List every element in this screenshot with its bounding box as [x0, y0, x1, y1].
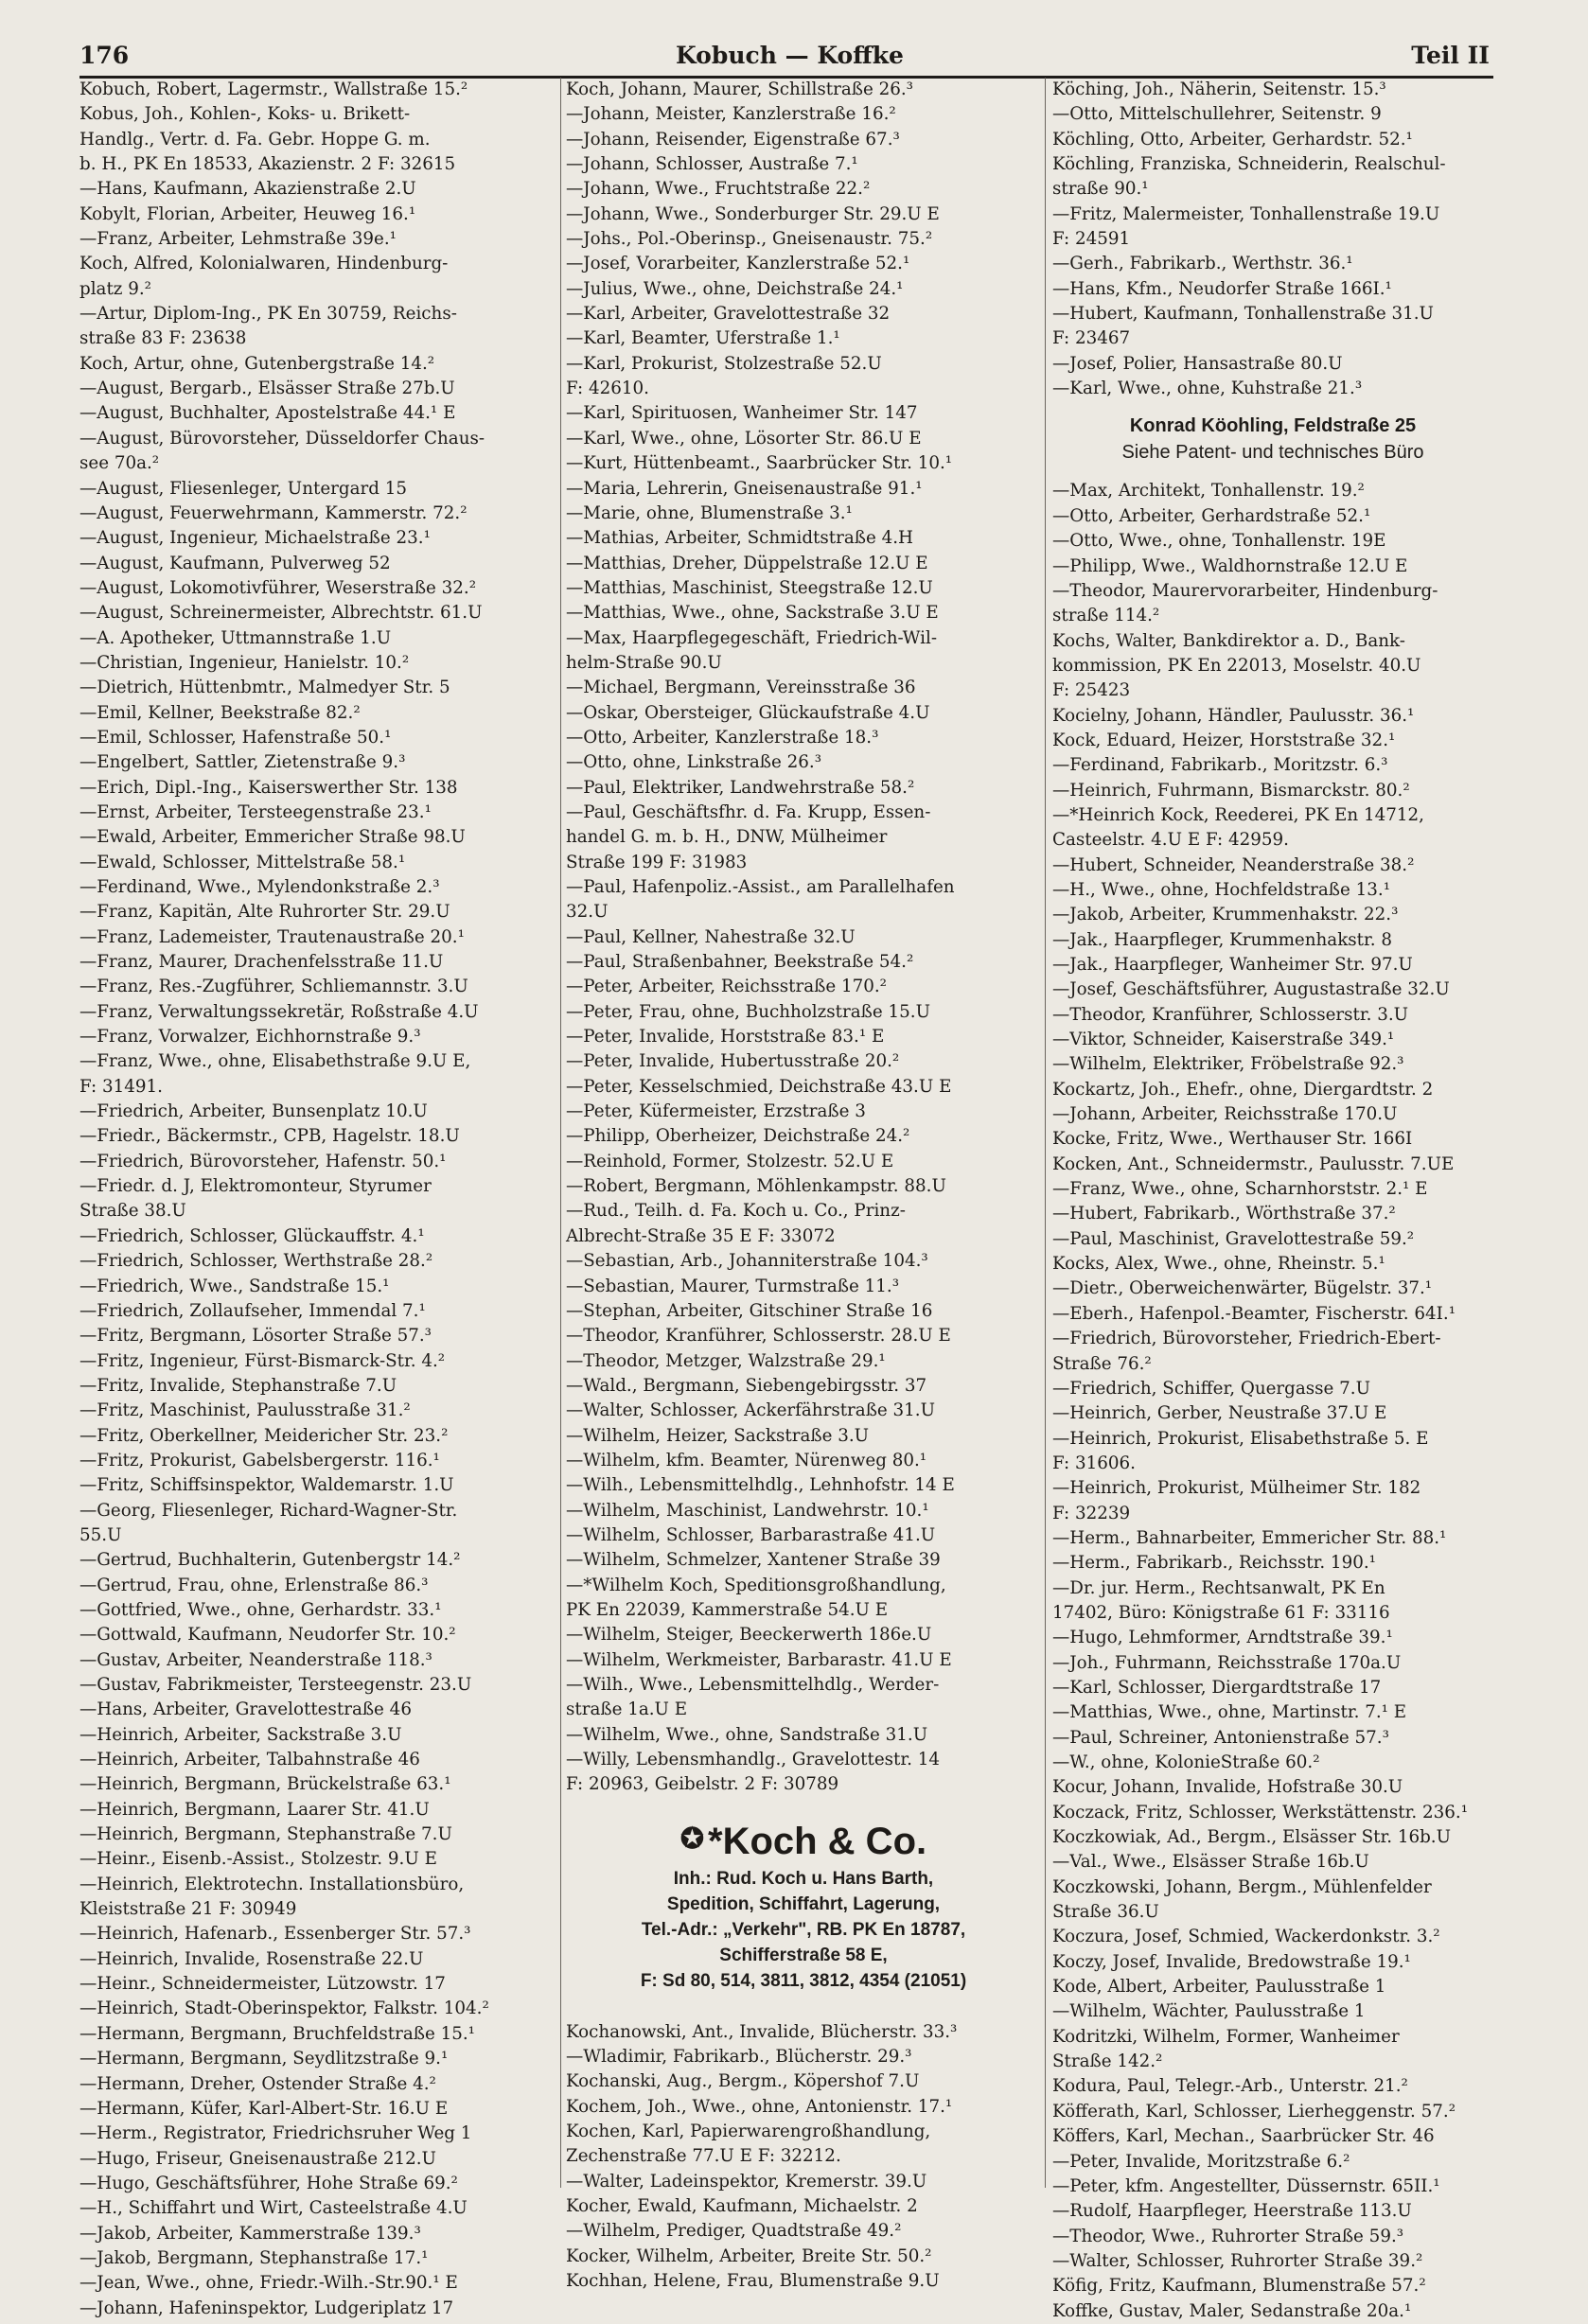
directory-entry: —Hubert, Schneider, Neanderstraße 38.²	[1052, 854, 1415, 875]
directory-entry: —Ernst, Arbeiter, Tersteegenstraße 23.¹	[79, 801, 432, 822]
page-header	[79, 34, 1493, 79]
directory-entry: —Wilhelm, Schmelzer, Xantener Straße 39	[566, 1550, 941, 1571]
directory-entry: —Franz, Vorwalzer, Eichhornstraße 9.³	[79, 1027, 421, 1048]
directory-entry: —*Wilhelm Koch, Speditionsgroßhandlung,	[566, 1575, 946, 1595]
directory-entry: —Theodor, Kranführer, Schlosserstr. 28.U E	[566, 1326, 951, 1347]
directory-entry: helm-Straße 90.U	[566, 652, 722, 673]
directory-entry: —Fritz, Schiffsinspektor, Waldemarstr. 1.U	[79, 1475, 454, 1496]
directory-entry: —Franz, Maurer, Drachenfelsstraße 11.U	[79, 952, 444, 973]
directory-entry: —Heinrich, Bergmann, Stephanstraße 7.U	[79, 1824, 452, 1845]
directory-entry: Straße 76.²	[1052, 1353, 1152, 1374]
emblem-icon: ✪	[679, 1822, 704, 1855]
directory-entry: —Paul, Maschinist, Gravelottestraße 59.²	[1052, 1228, 1415, 1249]
directory-entry: —Theodor, Wwe., Ruhrorter Straße 59.³	[1052, 2226, 1404, 2246]
directory-entry: F: 20963, Geibelstr. 2 F: 30789	[566, 1774, 839, 1795]
entry-list	[79, 78, 558, 2321]
directory-entry: —Jakob, Arbeiter, Kammerstraße 139.³	[79, 2223, 421, 2244]
directory-entry: Kochem, Joh., Wwe., ohne, Antonienstr. 17.¹	[566, 2096, 953, 2117]
directory-entry: 32.U	[566, 902, 609, 923]
directory-entry: Koczkowski, Johann, Bergm., Mühlenfelder	[1052, 1876, 1432, 1897]
directory-entry: Kodritzki, Wilhelm, Former, Wanheimer	[1052, 2026, 1400, 2047]
directory-entry: straße 83 F: 23638	[79, 328, 247, 349]
directory-entry: —Wilh., Lebensmittelhdlg., Lehnhofstr. 14 E	[566, 1475, 955, 1496]
directory-entry: —Emil, Kellner, Beekstraße 82.²	[79, 702, 361, 723]
directory-entry: —Christian, Ingenieur, Hanielstr. 10.²	[79, 652, 410, 673]
directory-entry: —Karl, Wwe., ohne, Kuhstraße 21.³	[1052, 379, 1363, 399]
directory-entry: —Karl, Beamter, Uferstraße 1.¹	[566, 328, 840, 349]
directory-entry: Kocken, Ant., Schneidermstr., Paulusstr. 7.UE	[1052, 1153, 1455, 1174]
directory-entry: —Heinrich, Fuhrmann, Bismarckstr. 80.²	[1052, 780, 1410, 801]
directory-entry: —Heinrich, Invalide, Rosenstraße 22.U	[79, 1948, 424, 1969]
directory-entry: —Johs., Pol.-Oberinsp., Gneisenaustr. 75.²	[566, 229, 933, 250]
directory-entry: —August, Buchhalter, Apostelstraße 44.¹ E	[79, 403, 456, 424]
directory-entry: —Herm., Fabrikarb., Reichsstr. 190.¹	[1052, 1553, 1376, 1574]
directory-entry: —Theodor, Metzger, Walzstraße 29.¹	[566, 1350, 886, 1371]
directory-entry: Koczkowiak, Ad., Bergm., Elsässer Str. 16b.U	[1052, 1827, 1452, 1848]
directory-entry: —Wladimir, Fabrikarb., Blücherstr. 29.³	[566, 2047, 912, 2068]
directory-entry: —Heinrich, Arbeiter, Talbahnstraße 46	[79, 1750, 420, 1770]
directory-entry: —Peter, Invalide, Moritzstraße 6.²	[1052, 2151, 1350, 2172]
directory-entry: Kochanowski, Ant., Invalide, Blücherstr. 33.³	[566, 2021, 958, 2042]
directory-entry: —Josef, Geschäftsführer, Augustastraße 32.U	[1052, 979, 1450, 1000]
directory-entry: —Hubert, Fabrikarb., Wörthstraße 37.²	[1052, 1204, 1396, 1224]
directory-entry: —Hugo, Friseur, Gneisenaustraße 212.U	[79, 2148, 436, 2169]
directory-entry: Straße 38.U	[79, 1201, 186, 1222]
directory-entry: —Max, Architekt, Tonhallenstr. 19.²	[1052, 481, 1365, 502]
directory-entry: —Wilhelm, Schlosser, Barbarastraße 41.U	[566, 1524, 936, 1545]
directory-entry: Straße 142.²	[1052, 2051, 1163, 2072]
directory-entry: —Wilh., Wwe., Lebensmittelhdlg., Werder-	[566, 1675, 940, 1695]
directory-entry: —Julius, Wwe., ohne, Deichstraße 24.¹	[566, 278, 904, 299]
directory-entry: —Eberh., Hafenpol.-Beamter, Fischerstr. 64I.¹	[1052, 1303, 1456, 1324]
directory-entry: straße 114.²	[1052, 606, 1160, 626]
ad-firm-name: ✪ *Koch & Co.	[679, 1820, 927, 1862]
directory-entry: —H., Schiffahrt und Wirt, Casteelstraße 4.U	[79, 2198, 468, 2219]
directory-entry: —Wilhelm, Heizer, Sackstraße 3.U	[566, 1425, 870, 1446]
directory-entry: —Ferdinand, Fabrikarb., Moritzstr. 6.³	[1052, 755, 1388, 776]
ad-name: Konrad Köohling, Feldstraße 25	[1129, 415, 1417, 437]
directory-entry: —August, Kaufmann, Pulverweg 52	[79, 553, 391, 573]
directory-entry: —Jean, Wwe., ohne, Friedr.-Wilh.-Str.90.¹ E	[79, 2273, 458, 2294]
directory-entry: straße 1a.U E	[566, 1699, 688, 1720]
directory-entry: —Heinrich, Bergmann, Brückelstraße 63.¹	[79, 1774, 451, 1795]
directory-entry: —Joh., Fuhrmann, Reichsstraße 170a.U	[1052, 1652, 1402, 1673]
directory-entry: —August, Bergarb., Elsässer Straße 27b.U	[79, 379, 455, 399]
directory-entry: Kocher, Ewald, Kaufmann, Michaelstr. 2	[566, 2196, 918, 2217]
directory-entry: Koch, Johann, Maurer, Schillstraße 26.³	[566, 79, 913, 99]
directory-entry: Kobus, Joh., Kohlen-, Koks- u. Brikett-	[79, 104, 411, 125]
directory-entry: —Fritz, Prokurist, Gabelsbergerstr. 116.¹	[79, 1450, 440, 1470]
directory-entry: —Hermann, Küfer, Karl-Albert-Str. 16.U E	[79, 2098, 449, 2119]
directory-entry: —Gerh., Fabrikarb., Werthstr. 36.¹	[1052, 254, 1353, 274]
directory-entry: —Friedrich, Schlosser, Werthstraße 28.²	[79, 1251, 433, 1272]
directory-entry: —Friedrich, Bürovorsteher, Hafenstr. 50.¹	[79, 1151, 447, 1171]
part-label: Teil II	[1411, 42, 1490, 69]
directory-entry: —Johann, Meister, Kanzlerstraße 16.²	[566, 104, 896, 125]
directory-entry: —Ewald, Schlosser, Mittelstraße 58.¹	[79, 852, 406, 872]
directory-entry: Handlg., Vertr. d. Fa. Gebr. Hoppe G. m.	[79, 129, 431, 150]
directory-entry: —Max, Haarpflegegeschäft, Friedrich-Wil-	[566, 627, 938, 648]
directory-entry: Kobylt, Florian, Arbeiter, Heuweg 16.¹	[79, 203, 416, 224]
directory-entry: —Herm., Bahnarbeiter, Emmericher Str. 88.¹	[1052, 1527, 1447, 1548]
directory-entry: —Hermann, Bergmann, Bruchfeldstraße 15.¹	[79, 2023, 475, 2044]
directory-entry: —Reinhold, Former, Stolzestr. 52.U E	[566, 1151, 894, 1171]
directory-entry: F: 31491.	[79, 1076, 163, 1097]
directory-entry: —Rud., Teilh. d. Fa. Koch u. Co., Prinz-	[566, 1201, 906, 1222]
directory-entry: —Matthias, Wwe., ohne, Martinstr. 7.¹ E	[1052, 1702, 1407, 1723]
directory-entry: —Viktor, Schneider, Kaiserstraße 349.¹	[1052, 1030, 1395, 1050]
directory-entry: Zechenstraße 77.U E F: 32212.	[566, 2146, 841, 2167]
directory-entry: —Friedr., Bäckermstr., CPB, Hagelstr. 18.U	[79, 1126, 460, 1147]
directory-entry: —Jakob, Arbeiter, Krummenhakstr. 22.³	[1052, 905, 1399, 925]
directory-entry: —Hermann, Dreher, Ostender Straße 4.²	[79, 2073, 436, 2094]
directory-entry: —August, Lokomotivführer, Weserstraße 32.²	[79, 577, 477, 598]
directory-entry: —Paul, Geschäftsfhr. d. Fa. Krupp, Essen-	[566, 801, 931, 822]
directory-entry: —Friedrich, Zollaufseher, Immendal 7.¹	[79, 1300, 426, 1321]
page-number: 176	[79, 42, 130, 69]
directory-entry: F: 23467	[1052, 328, 1131, 349]
directory-entry: —Peter, Küfermeister, Erzstraße 3	[566, 1101, 866, 1122]
directory-entry: —Gertrud, Frau, ohne, Erlenstraße 86.³	[79, 1575, 429, 1595]
directory-entry: —Johann, Hafeninspektor, Ludgeriplatz 17	[79, 2298, 454, 2318]
directory-entry: —Mathias, Arbeiter, Schmidtstraße 4.H	[566, 528, 913, 549]
directory-entry: Casteelstr. 4.U E F: 42959.	[1052, 830, 1289, 851]
directory-entry: —Paul, Elektriker, Landwehrstraße 58.²	[566, 777, 915, 798]
directory-entry: —Wilhelm, Werkmeister, Barbarastr. 41.U E	[566, 1649, 952, 1670]
directory-entry: —Walter, Schlosser, Ackerfährstraße 31.U	[566, 1400, 936, 1421]
directory-entry: —Engelbert, Sattler, Zietenstraße 9.³	[79, 752, 406, 773]
directory-entry: Koffke, Gustav, Maler, Sedanstraße 20a.¹	[1052, 2300, 1412, 2321]
directory-entry: —Heinrich, Hafenarb., Essenberger Str. 57.³	[79, 1924, 471, 1945]
directory-entry: Kocur, Johann, Invalide, Hofstraße 30.U	[1052, 1777, 1403, 1798]
directory-entry: —Josef, Vorarbeiter, Kanzlerstraße 52.¹	[566, 254, 910, 274]
directory-entry: —Karl, Schlosser, Diergardtstraße 17	[1052, 1677, 1382, 1698]
directory-entry: —Fritz, Oberkellner, Meidericher Str. 23.²	[79, 1425, 449, 1446]
directory-entry: Kochen, Karl, Papierwarengroßhandlung,	[566, 2122, 931, 2142]
directory-entry: Köchling, Franziska, Schneiderin, Realschul-	[1052, 154, 1446, 175]
directory-entry: —Gustav, Arbeiter, Neanderstraße 118.³	[79, 1649, 432, 1670]
directory-entry: —Karl, Prokurist, Stolzestraße 52.U	[566, 353, 882, 374]
directory-entry: —Heinrich, Elektrotechn. Installationsbüro,	[79, 1874, 465, 1894]
column-1	[79, 78, 558, 2318]
directory-entry: —Heinrich, Arbeiter, Sackstraße 3.U	[79, 1724, 402, 1745]
directory-entry: —Wilhelm, Wächter, Paulusstraße 1	[1052, 2001, 1366, 2022]
directory-entry: —Philipp, Wwe., Waldhornstraße 12.U E	[1052, 555, 1408, 576]
directory-entry: —Rudolf, Haarpfleger, Heerstraße 113.U	[1052, 2201, 1412, 2222]
directory-entry: —Herm., Registrator, Friedrichsruher Weg 1	[79, 2123, 472, 2144]
directory-entry: —Otto, Arbeiter, Gerhardstraße 52.¹	[1052, 505, 1371, 526]
directory-entry: —Jak., Haarpfleger, Wanheimer Str. 97.U	[1052, 955, 1413, 975]
directory-entry: —August, Fliesenleger, Untergard 15	[79, 478, 407, 499]
directory-entry: —Fritz, Maschinist, Paulusstraße 31.²	[79, 1400, 411, 1421]
directory-entry: —Johann, Wwe., Fruchtstraße 22.²	[566, 179, 871, 200]
directory-entry: Koczack, Fritz, Schlosser, Werkstättenstr. 236.¹	[1052, 1802, 1469, 1822]
directory-entry: —Peter, Invalide, Hubertusstraße 20.²	[566, 1051, 900, 1072]
directory-entry: F: 42610.	[566, 379, 649, 399]
directory-entry: —Theodor, Kranführer, Schlosserstr. 3.U	[1052, 1004, 1409, 1025]
directory-entry: Straße 36.U	[1052, 1902, 1159, 1923]
directory-entry: Kocke, Fritz, Wwe., Werthauser Str. 166I	[1052, 1129, 1413, 1150]
directory-entry: Koch, Artur, ohne, Gutenbergstraße 14.²	[79, 353, 435, 374]
directory-entry: —Sebastian, Arb., Johanniterstraße 104.³	[566, 1251, 928, 1272]
koehling-advertisement	[1052, 405, 1493, 475]
directory-entry: Kleiststraße 21 F: 30949	[79, 1899, 297, 1920]
directory-entry: —Otto, ohne, Linkstraße 26.³	[566, 752, 822, 773]
directory-entry: —Kurt, Hüttenbeamt., Saarbrücker Str. 10.¹	[566, 453, 953, 474]
directory-entry: —Franz, Res.-Zugführer, Schliemannstr. 3.U	[79, 977, 468, 997]
koch-co-advertisement	[566, 1804, 1041, 2009]
directory-entry: —Fritz, Bergmann, Lösorter Straße 57.³	[79, 1326, 432, 1347]
directory-entry: Köching, Joh., Näherin, Seitenstr. 15.³	[1052, 79, 1386, 99]
entry-list	[566, 78, 1041, 1798]
directory-entry: —Matthias, Wwe., ohne, Sackstraße 3.U E	[566, 603, 939, 624]
directory-entry: Köffers, Karl, Mechan., Saarbrücker Str. 46	[1052, 2126, 1435, 2147]
directory-entry: —Peter, Frau, ohne, Buchholzstraße 15.U	[566, 1001, 930, 1022]
directory-entry: —August, Schreinermeister, Albrechtstr. 61.U	[79, 603, 483, 624]
directory-entry: —Josef, Polier, Hansastraße 80.U	[1052, 353, 1343, 374]
directory-entry: —August, Feuerwehrmann, Kammerstr. 72.²	[79, 502, 468, 523]
directory-entry: —Johann, Wwe., Sonderburger Str. 29.U E	[566, 203, 940, 224]
directory-entry: —Artur, Diplom-Ing., PK En 30759, Reichs-	[79, 304, 457, 325]
directory-entry: Albrecht-Straße 35 E F: 33072	[566, 1225, 836, 1246]
directory-entry: —Stephan, Arbeiter, Gitschiner Straße 16	[566, 1300, 933, 1321]
directory-entry: —Hugo, Lehmformer, Arndtstraße 39.¹	[1052, 1628, 1393, 1648]
directory-entry: —Friedrich, Schlosser, Glückauffstr. 4.¹	[79, 1225, 425, 1246]
directory-entry: —Philipp, Oberheizer, Deichstraße 24.²	[566, 1126, 910, 1147]
directory-entry: —Matthias, Dreher, Düppelstraße 12.U E	[566, 553, 928, 573]
directory-entry: —Franz, Arbeiter, Lehmstraße 39e.¹	[79, 229, 397, 250]
column-divider	[1045, 78, 1046, 2188]
directory-entry: Köfig, Fritz, Kaufmann, Blumenstraße 57.²	[1052, 2276, 1426, 2297]
directory-entry: —Wilhelm, Steiger, Beeckerwerth 186e.U	[566, 1625, 932, 1646]
directory-entry: —Gottwald, Kaufmann, Neudorfer Str. 10.²	[79, 1625, 456, 1646]
directory-entry: —Otto, Mittelschullehrer, Seitenstr. 9	[1052, 104, 1382, 125]
directory-entry: —H., Wwe., ohne, Hochfeldstraße 13.¹	[1052, 879, 1391, 900]
directory-entry: —Heinr., Eisenb.-Assist., Stolzestr. 9.U E	[79, 1849, 437, 1870]
directory-entry: —Hans, Kaufmann, Akazienstraße 2.U	[79, 179, 416, 200]
directory-entry: Koczura, Josef, Schmied, Wackerdonkstr. 3.²	[1052, 1927, 1440, 1947]
directory-entry: —Peter, kfm. Angestellter, Düssernstr. 65II.¹	[1052, 2175, 1440, 2196]
directory-entry: Kochs, Walter, Bankdirektor a. D., Bank-	[1052, 630, 1405, 651]
directory-entry: —Wilhelm, Maschinist, Landwehrstr. 10.¹	[566, 1500, 929, 1521]
column-2	[566, 78, 1041, 2292]
directory-entry: —Heinrich, Prokurist, Mülheimer Str. 182	[1052, 1478, 1421, 1499]
directory-entry: —Emil, Schlosser, Hafenstraße 50.¹	[79, 727, 392, 748]
directory-entry: —Wilhelm, Prediger, Quadtstraße 49.²	[566, 2221, 902, 2242]
directory-entry: —Heinrich, Gerber, Neustraße 37.U E	[1052, 1403, 1387, 1424]
directory-entry: —Franz, Lademeister, Trautenaustraße 20.¹	[79, 926, 465, 947]
ad-line: Schifferstraße 58 E,	[719, 1945, 888, 1965]
directory-entry: —Franz, Verwaltungssekretär, Roßstraße 4.U	[79, 1001, 479, 1022]
directory-entry: —Michael, Bergmann, Vereinsstraße 36	[566, 678, 916, 698]
directory-entry: F: 31606.	[1052, 1452, 1136, 1473]
directory-entry: —Jakob, Bergmann, Stephanstraße 17.¹	[79, 2247, 429, 2268]
directory-entry: —Walter, Schlosser, Ruhrorter Straße 39.²	[1052, 2250, 1423, 2271]
directory-entry: —Peter, Invalide, Horststraße 83.¹ E	[566, 1027, 885, 1048]
ad-line: Spedition, Schiffahrt, Lagerung,	[666, 1893, 941, 1914]
directory-entry: —Franz, Wwe., ohne, Elisabethstraße 9.U E,	[79, 1051, 471, 1072]
column-divider	[560, 78, 561, 2188]
directory-entry: —Fritz, Invalide, Stephanstraße 7.U	[79, 1375, 397, 1396]
directory-entry: —A. Apotheker, Uttmannstraße 1.U	[79, 627, 392, 648]
directory-entry: Koczy, Josef, Invalide, Bredowstraße 19.¹	[1052, 1951, 1411, 1972]
directory-entry: —Gottfried, Wwe., ohne, Gerhardstr. 33.¹	[79, 1599, 442, 1620]
directory-entry: —Georg, Fliesenleger, Richard-Wagner-Str.	[79, 1500, 458, 1521]
directory-entry: —Peter, Arbeiter, Reichsstraße 170.²	[566, 977, 887, 997]
directory-entry: b. H., PK En 18533, Akazienstr. 2 F: 32615	[79, 154, 456, 175]
directory-entry: —Oskar, Obersteiger, Glückaufstraße 4.U	[566, 702, 930, 723]
directory-entry: —Friedr. d. J, Elektromonteur, Styrumer	[79, 1176, 432, 1197]
directory-entry: —Hugo, Geschäftsführer, Hohe Straße 69.²	[79, 2173, 458, 2193]
directory-entry: Koch, Alfred, Kolonialwaren, Hindenburg-	[79, 254, 449, 274]
directory-entry: —Friedrich, Schiffer, Quergasse 7.U	[1052, 1378, 1370, 1399]
directory-entry: —Matthias, Maschinist, Steegstraße 12.U	[566, 577, 933, 598]
ad-line: Tel.-Adr.: „Verkehr", RB. PK En 18787,	[641, 1919, 966, 1940]
directory-entry: —Karl, Wwe., ohne, Lösorter Str. 86.U E	[566, 428, 922, 449]
directory-entry: 17402, Büro: Königstraße 61 F: 33116	[1052, 1602, 1390, 1623]
directory-entry: Kocks, Alex, Wwe., ohne, Rheinstr. 5.¹	[1052, 1254, 1385, 1275]
directory-entry: —Hermann, Bergmann, Seydlitzstraße 9.¹	[79, 2049, 449, 2069]
ad-line: F: Sd 80, 514, 3811, 3812, 4354 (21051)	[640, 1970, 967, 1991]
directory-entry: —Peter, Kesselschmied, Deichstraße 43.U E	[566, 1076, 952, 1097]
directory-entry: —Johann, Arbeiter, Reichsstraße 170.U	[1052, 1104, 1398, 1125]
directory-entry: —W., ohne, KolonieStraße 60.²	[1052, 1752, 1320, 1772]
directory-entry: —Wald., Bergmann, Siebengebirgsstr. 37	[566, 1375, 927, 1396]
directory-entry: —Ferdinand, Wwe., Mylendonkstraße 2.³	[79, 877, 440, 897]
directory-entry: straße 90.¹	[1052, 179, 1149, 200]
directory-entry: —Robert, Bergmann, Möhlenkampstr. 88.U	[566, 1176, 946, 1197]
directory-entry: Straße 199 F: 31983	[566, 852, 748, 872]
directory-entry: Kode, Albert, Arbeiter, Paulusstraße 1	[1052, 1977, 1386, 1998]
column-3	[1052, 78, 1493, 2321]
directory-entry: —Hans, Kfm., Neudorfer Straße 166I.¹	[1052, 278, 1392, 299]
directory-entry: Köchling, Otto, Arbeiter, Gerhardstr. 52.¹	[1052, 129, 1413, 150]
directory-entry: —Dietrich, Hüttenbmtr., Malmedyer Str. 5	[79, 678, 450, 698]
directory-entry: —Fritz, Ingenieur, Fürst-Bismarck-Str. 4.²	[79, 1350, 446, 1371]
directory-entry: kommission, PK En 22013, Moselstr. 40.U	[1052, 655, 1421, 676]
directory-entry: platz 9.²	[79, 278, 152, 299]
directory-entry: —Paul, Hafenpoliz.-Assist., am Parallelhafen	[566, 877, 955, 897]
directory-entry: —Paul, Kellner, Nahestraße 32.U	[566, 926, 856, 947]
directory-entry: —Friedrich, Wwe., Sandstraße 15.¹	[79, 1276, 390, 1296]
directory-entry: —Karl, Arbeiter, Gravelottestraße 32	[566, 304, 891, 325]
directory-entry: —Fritz, Malermeister, Tonhallenstraße 19.U	[1052, 203, 1440, 224]
directory-entry: —Heinrich, Stadt-Oberinspektor, Falkstr. 104.²	[79, 1998, 489, 2019]
directory-entry: —Maria, Lehrerin, Gneisenaustraße 91.¹	[566, 478, 923, 499]
directory-entry: Kockartz, Joh., Ehefr., ohne, Diergardtstr. 2	[1052, 1079, 1434, 1100]
directory-entry: —Franz, Kapitän, Alte Ruhrorter Str. 29.U	[79, 902, 450, 923]
directory-entry: —Ewald, Arbeiter, Emmericher Straße 98.U	[79, 827, 466, 848]
directory-entry: Köfferath, Karl, Schlosser, Lierheggenstr. 57.²	[1052, 2101, 1456, 2122]
directory-entry: —Johann, Schlosser, Austraße 7.¹	[566, 154, 858, 175]
directory-entry: —Wilhelm, kfm. Beamter, Nürenweg 80.¹	[566, 1450, 927, 1470]
directory-entry: —Johann, Reisender, Eigenstraße 67.³	[566, 129, 900, 150]
directory-entry: —Paul, Straßenbahner, Beekstraße 54.²	[566, 952, 914, 973]
directory-entry: F: 32239	[1052, 1503, 1131, 1523]
directory-entry: —August, Ingenieur, Michaelstraße 23.¹	[79, 528, 431, 549]
directory-entry: —Dr. jur. Herm., Rechtsanwalt, PK En	[1052, 1577, 1385, 1598]
directory-entry: —Wilhelm, Wwe., ohne, Sandstraße 31.U	[566, 1724, 928, 1745]
directory-entry: Kock, Eduard, Heizer, Horststraße 32.¹	[1052, 730, 1396, 750]
directory-entry: —Friedrich, Arbeiter, Bunsenplatz 10.U	[79, 1101, 428, 1122]
directory-entry: —Wilhelm, Elektriker, Fröbelstraße 92.³	[1052, 1054, 1404, 1075]
directory-entry: handel G. m. b. H., DNW, Mülheimer	[566, 827, 888, 848]
entry-list	[1052, 78, 1493, 401]
directory-entry: PK En 22039, Kammerstraße 54.U E	[566, 1599, 889, 1620]
directory-entry: —Hubert, Kaufmann, Tonhallenstraße 31.U	[1052, 304, 1434, 325]
directory-entry: —August, Bürovorsteher, Düsseldorfer Chaus-	[79, 428, 485, 449]
directory-entry: —Heinrich, Bergmann, Laarer Str. 41.U	[79, 1799, 430, 1820]
directory-entry: —Karl, Spirituosen, Wanheimer Str. 147	[566, 403, 918, 424]
directory-entry: —Val., Wwe., Elsässer Straße 16b.U	[1052, 1852, 1369, 1873]
directory-entry: —Jak., Haarpfleger, Krummenhakstr. 8	[1052, 929, 1392, 950]
directory-entry: —Hans, Arbeiter, Gravelottestraße 46	[79, 1699, 412, 1720]
directory-entry: Kocker, Wilhelm, Arbeiter, Breite Str. 50.²	[566, 2245, 932, 2266]
directory-entry: —Marie, ohne, Blumenstraße 3.¹	[566, 502, 853, 523]
directory-entry: —Franz, Wwe., ohne, Scharnhorststr. 2.¹ E	[1052, 1179, 1428, 1200]
directory-entry: —Friedrich, Bürovorsteher, Friedrich-Ebert-	[1052, 1329, 1441, 1349]
directory-entry: —Otto, Arbeiter, Kanzlerstraße 18.³	[566, 727, 879, 748]
entry-list	[566, 2020, 1041, 2295]
directory-entry: Kochhan, Helene, Frau, Blumenstraße 9.U	[566, 2271, 940, 2292]
directory-entry: see 70a.²	[79, 453, 160, 474]
name-range: Kobuch — Koffke	[676, 42, 904, 69]
directory-entry: —Heinrich, Prokurist, Elisabethstraße 5. E	[1052, 1428, 1429, 1449]
directory-entry: —Paul, Schreiner, Antonienstraße 57.³	[1052, 1727, 1389, 1748]
ad-note: Siehe Patent- und technisches Büro	[1121, 442, 1424, 464]
directory-entry: —Erich, Dipl.-Ing., Kaiserswerther Str. 138	[79, 777, 458, 798]
directory-entry: —Theodor, Maurervorarbeiter, Hindenburg-	[1052, 580, 1438, 601]
directory-entry: —Sebastian, Maurer, Turmstraße 11.³	[566, 1276, 900, 1296]
directory-entry: —*Heinrich Kock, Reederei, PK En 14712,	[1052, 804, 1424, 825]
directory-entry: Kocielny, Johann, Händler, Paulusstr. 36.¹	[1052, 705, 1415, 726]
directory-entry: —Dietr., Oberweichenwärter, Bügelstr. 37.¹	[1052, 1278, 1433, 1299]
entry-list	[1052, 479, 1493, 2323]
directory-entry: 55.U	[79, 1524, 122, 1545]
directory-entry: Kodura, Paul, Telegr.-Arb., Unterstr. 21.²	[1052, 2076, 1408, 2097]
directory-entry: Kochanski, Aug., Bergm., Köpershof 7.U	[566, 2071, 920, 2092]
directory-entry: —Gustav, Fabrikmeister, Tersteegenstr. 23.U	[79, 1675, 472, 1695]
directory-entry: —Otto, Wwe., ohne, Tonhallenstr. 19E	[1052, 531, 1386, 552]
directory-entry: Kobuch, Robert, Lagermstr., Wallstraße 15.²	[79, 79, 468, 99]
directory-entry: —Walter, Ladeinspektor, Kremerstr. 39.U	[566, 2171, 927, 2192]
directory-entry: F: 24591	[1052, 229, 1131, 250]
ad-line: Inh.: Rud. Koch u. Hans Barth,	[673, 1868, 934, 1889]
directory-entry: —Willy, Lebensmhandlg., Gravelottestr. 14	[566, 1750, 941, 1770]
directory-entry: —Gertrud, Buchhalterin, Gutenbergstr 14.²	[79, 1550, 461, 1571]
directory-entry: F: 25423	[1052, 680, 1131, 701]
directory-entry: —Heinr., Schneidermeister, Lützowstr. 17	[79, 1974, 446, 1995]
